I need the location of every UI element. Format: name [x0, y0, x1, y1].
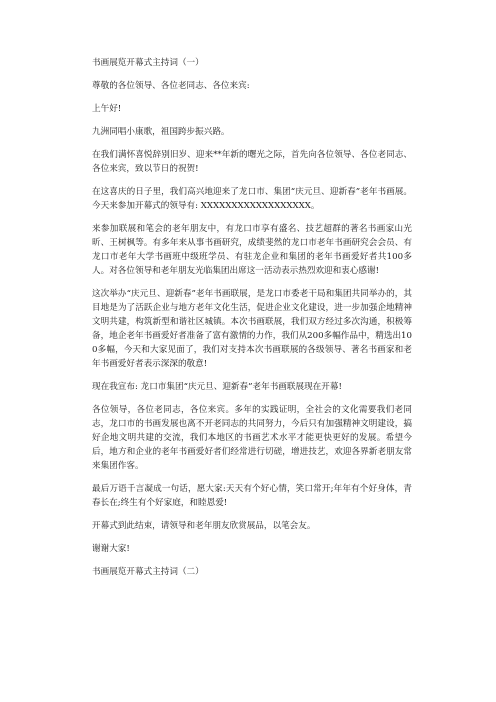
paragraph-welcome-leaders: 在这喜庆的日子里，我们高兴地迎来了龙口市、集团“庆元旦、迎新春”老年书画展。今天来参加开幕式的领导有: XXXXXXXXXXXXXXXXXX。 — [92, 187, 412, 211]
salutation: 尊敬的各位领导、各位老同志、各位来宾: — [92, 81, 250, 91]
next-section-title: 书画展览开幕式主持词（二） — [92, 567, 204, 577]
opening-line: 九洲同唱小康歌，祖国跨步振兴路。 — [92, 127, 230, 137]
paragraph-participants: 来参加联展和笔会的老年朋友中，有龙口市享有盛名、技艺超群的著名书画家山光昕、王树枫等。有多年来从事书画研究，成绩斐然的龙口市老年书画研究会会员、有龙口市老年大学书画班中级班学员、有驻龙企业和集团的老年书画爱好者共100多人。对各位领导和老年朋友光临集团出席这一活动表示热烈欢迎和衷心感谢! — [92, 224, 412, 276]
paragraph-wishes: 最后万语千言凝成一句话，愿大家:天天有个好心情，笑口常开;年年有个好身体，青春长在;终生有个好家庭，和睦恩爱! — [92, 484, 412, 508]
paragraph-outlook: 各位领导，各位老同志，各位来宾。多年的实践证明，全社会的文化需要我们老同志，龙口市的书画发展也离不开老同志的共同努力，今后只有加强精神文明建设，搞好企地文明共建的交流，我们本地区的书画艺术水平才能更快更好的发展。希望今后，地方和企业的老年书画爱好者们经常进行切磋，增进技艺，欢迎各界新老朋友常来集团作客。 — [92, 405, 412, 471]
paragraph-congratulations: 在我们满怀喜悦辞别旧岁、迎来**年新的曙光之际，首先向各位领导、各位老同志、各位来宾，致以节日的祝贺! — [92, 150, 412, 174]
document-body — [92, 56, 412, 588]
paragraph-announcement: 现在我宣布: 龙口市集团“庆元旦、迎新春”老年书画联展现在开幕! — [92, 382, 342, 392]
paragraph-closing: 开幕式到此结束，请领导和老年朋友欣赏展品，以笔会友。 — [92, 521, 316, 531]
document-title: 书画展览开幕式主持词（一） — [92, 58, 204, 68]
paragraph-thanks: 谢谢大家! — [92, 544, 130, 554]
paragraph-purpose: 这次举办“庆元旦、迎新春”老年书画联展，是龙口市委老干局和集团共同举办的，其目地是为了活跃企业与地方老年文化生活，促进企业文化建设，进一步加强企地精神文明共建，构筑新型和谐社区城镇。本次书画联展，我们双方经过多次沟通，积极筹备，地企老年书画爱好者准备了富有激情的力作，我们从200多幅作品中，精选出100多幅，今天和大家见面了，我们对支持本次书画联展的各级领导、著名书画家和老年书画爱好者表示深深的敬意! — [92, 289, 412, 369]
greeting: 上午好! — [92, 104, 122, 114]
